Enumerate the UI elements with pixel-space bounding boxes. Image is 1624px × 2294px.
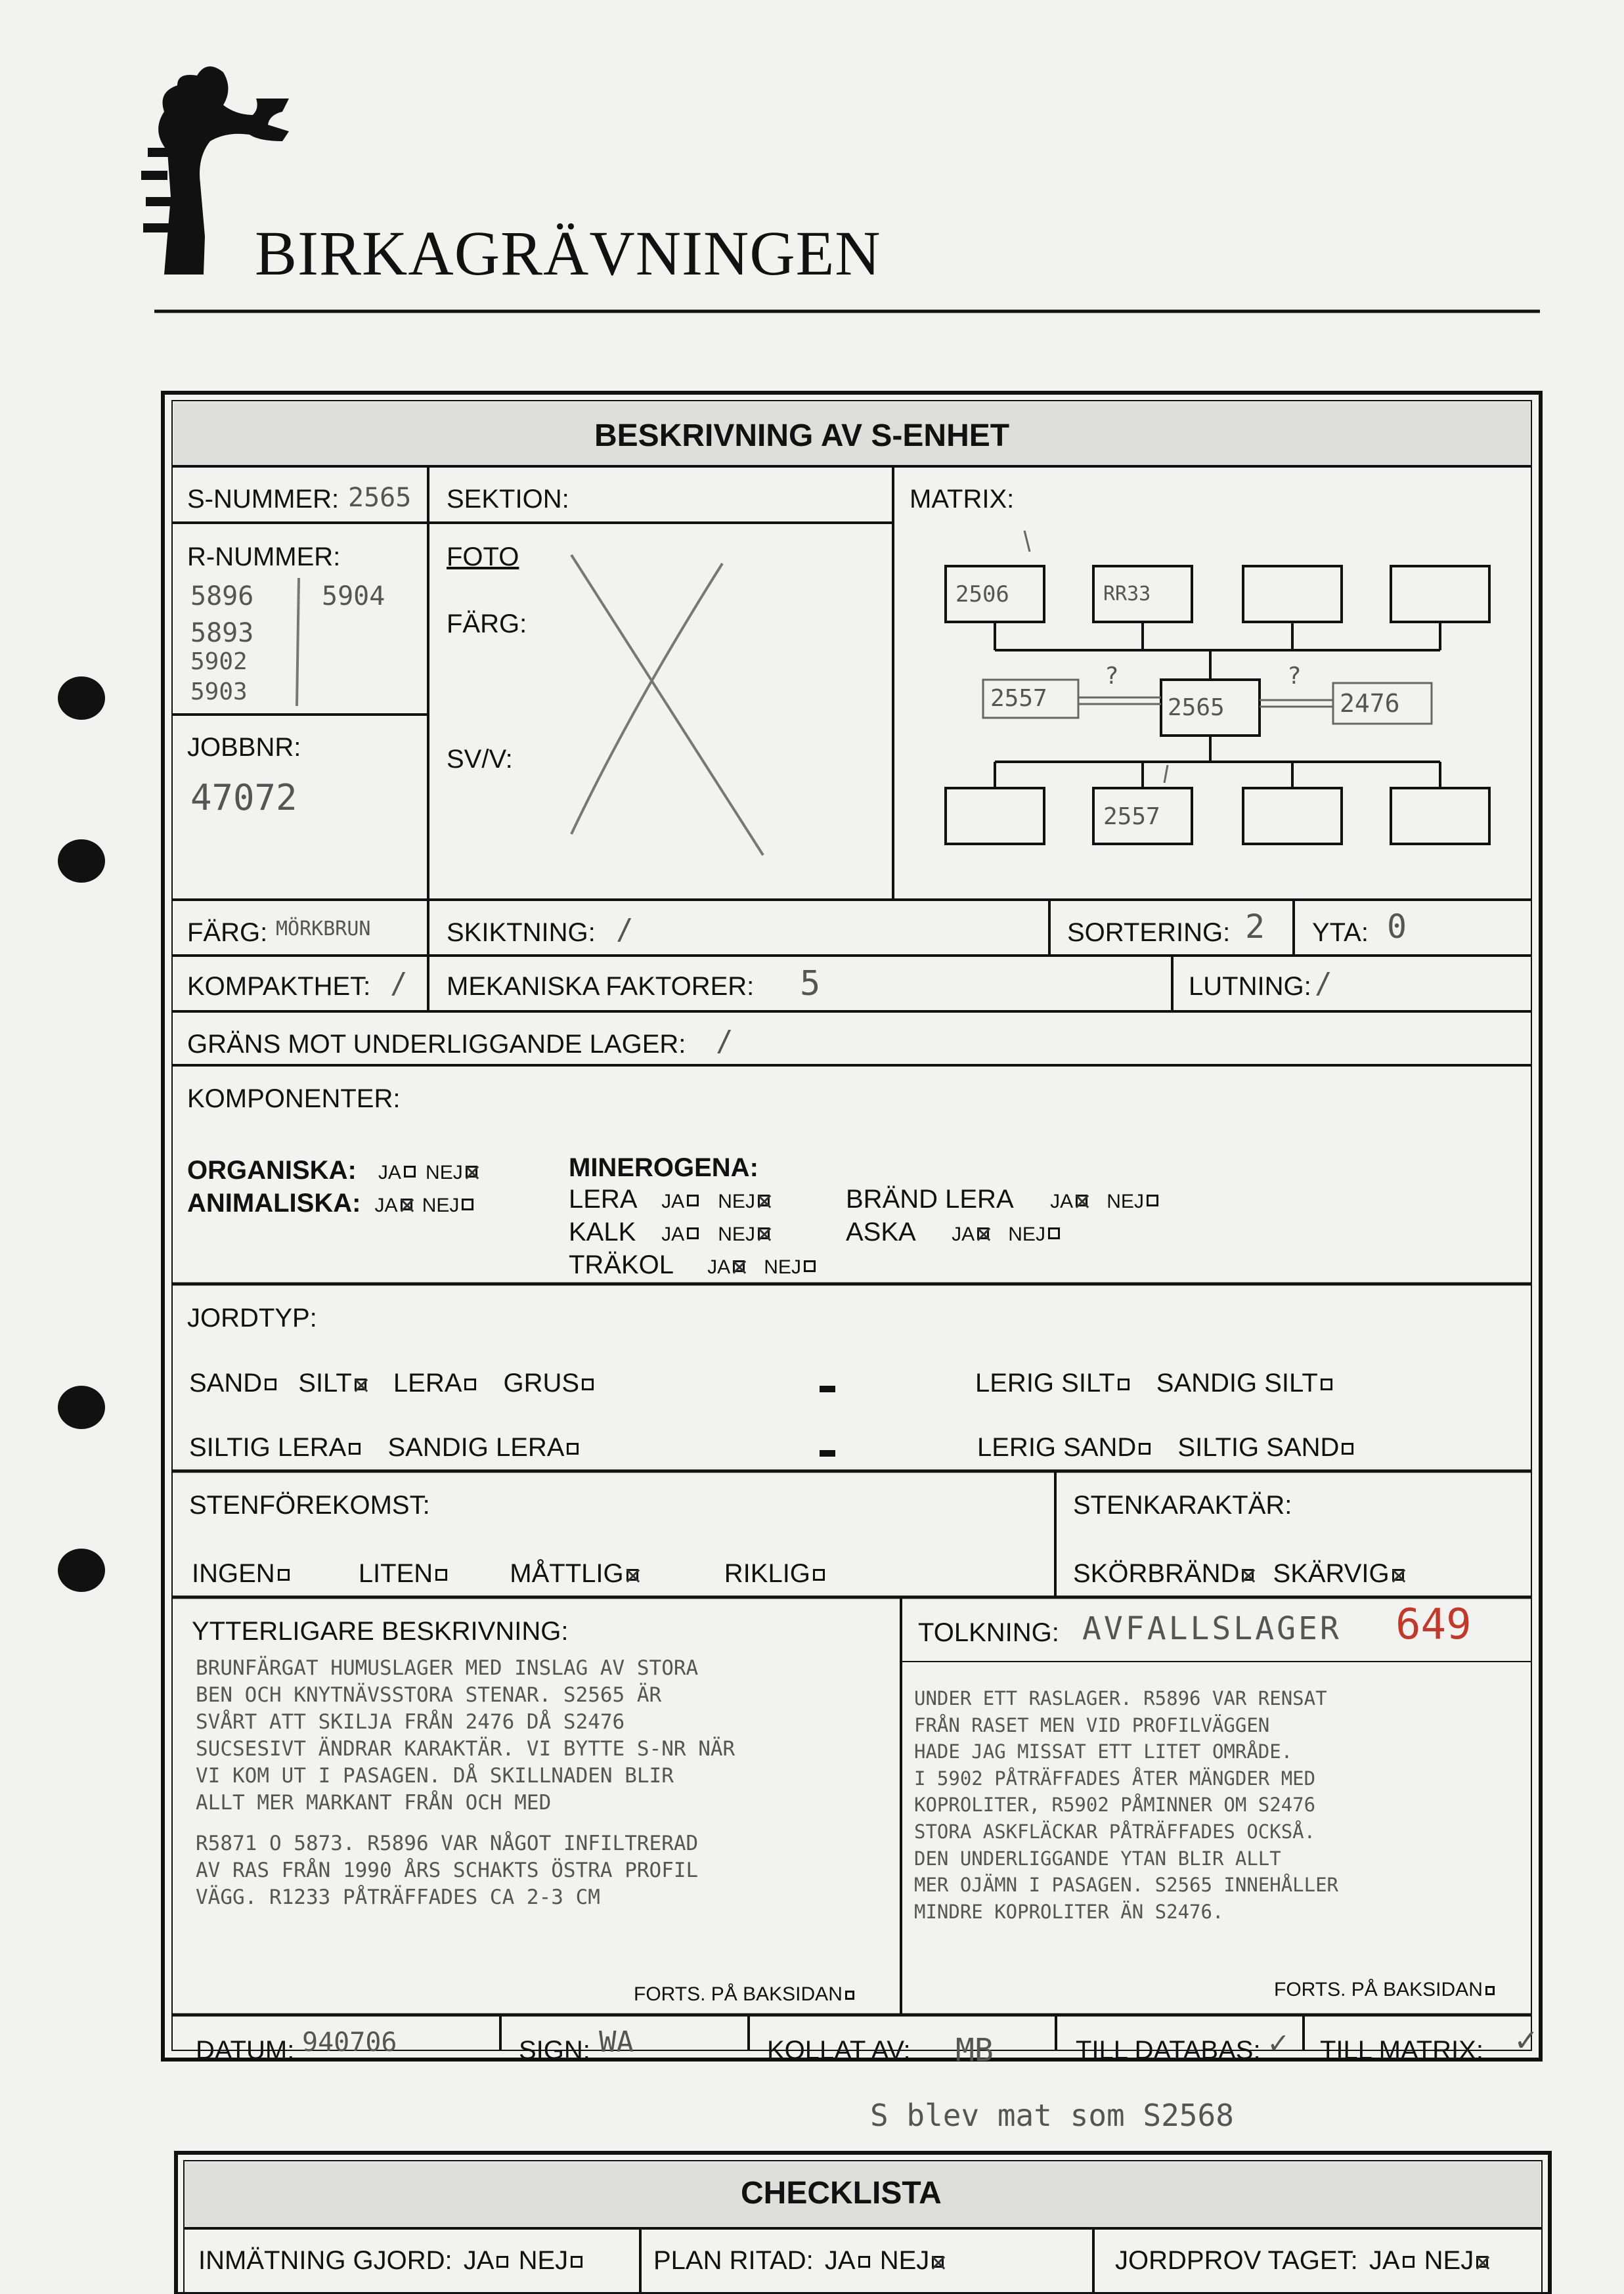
stenkaraktar-options: SKÖRBRÄND SKÄRVIG [1073,1560,1407,1587]
mekaniska-value[interactable]: 5 [800,964,821,1004]
plan-nej-checkbox[interactable] [932,2256,944,2268]
datum-value[interactable]: 940706 [302,2027,397,2058]
sandig-lera-checkbox[interactable] [567,1443,579,1455]
r-nummer-value[interactable]: 5902 [190,648,248,675]
sektion-label: SEKTION: [447,485,569,514]
forts-checkbox[interactable] [845,1991,854,2000]
grans-label: GRÄNS MOT UNDERLIGGANDE LAGER: [187,1030,686,1059]
animaliska-ja-checkbox[interactable] [401,1199,412,1210]
org-title: BIRKAGRÄVNINGEN [255,218,881,288]
matrix-box-middle-center: 2565 [1168,694,1225,721]
s-nummer-value[interactable]: 2565 [348,483,412,513]
stenforekomst-options: INGEN LITEN MÅTTLIG RIKLIG [192,1560,827,1587]
tolkning-forts: FORTS. PÅ BAKSIDAN [1274,1980,1497,2000]
jordprov-ja-checkbox[interactable] [1403,2256,1415,2268]
inmatning-nej-checkbox[interactable] [571,2256,582,2268]
komponenter-label: KOMPONENTER: [187,1084,401,1113]
tolkning-label: TOLKNING: [918,1618,1059,1647]
r-nummer-label: R-NUMMER: [187,542,341,571]
siltig-sand-checkbox[interactable] [1342,1443,1353,1455]
r-nummer-value[interactable]: 5903 [190,678,248,705]
datum-label: DATUM: [196,2036,295,2065]
lerig-silt-checkbox[interactable] [1118,1379,1130,1390]
stenforekomst-label: STENFÖREKOMST: [189,1491,430,1520]
jordtyp-row-1-right: LERIG SILT SANDIG SILT [975,1370,1335,1396]
plan-row: PLAN RITAD: JA NEJ [653,2247,946,2274]
jordtyp-row-2-right: LERIG SAND SILTIG SAND [977,1434,1356,1461]
animaliska-label: ANIMALISKA: JA NEJ [187,1190,476,1216]
matrix-box-bottom-2: 2557 [1103,803,1160,830]
trakol-row: TRÄKOL JA NEJ [569,1252,818,1278]
plan-ja-checkbox[interactable] [858,2256,870,2268]
binder-hole-4 [58,1549,105,1592]
aska-ja-checkbox[interactable] [977,1227,989,1239]
silt-checkbox[interactable] [355,1379,366,1390]
foto-label: FOTO [447,542,519,571]
till-matrix-value[interactable]: ✓ [1516,2020,1537,2060]
matrix-box-middle-left: 2557 [990,685,1047,712]
kollat-value[interactable]: MB [955,2032,994,2069]
checklista-title: CHECKLISTA [741,2176,942,2211]
lerig-sand-checkbox[interactable] [1139,1443,1151,1455]
jordtyp-label: JORDTYP: [187,1304,317,1333]
till-matrix-label: TILL MATRIX: [1320,2036,1483,2065]
siltig-lera-checkbox[interactable] [349,1443,361,1455]
handwritten-note: S blev mat som S2568 [870,2098,1234,2133]
liten-checkbox[interactable] [435,1569,447,1581]
farg-top-label: FÄRG: [447,609,527,638]
skorbrand-checkbox[interactable] [1242,1569,1254,1581]
tolkning-number: 649 [1395,1600,1472,1649]
riklig-checkbox[interactable] [813,1569,825,1581]
organiska-nej-checkbox[interactable] [466,1166,477,1178]
kompakthet-label: KOMPAKTHET: [187,972,371,1001]
form-title: BESKRIVNING AV S-ENHET [594,418,1010,453]
jobbnr-label: JOBBNR: [187,733,301,762]
jordtyp-row-2: SILTIG LERA SANDIG LERA [189,1434,581,1461]
sandig-silt-checkbox[interactable] [1321,1379,1332,1390]
matrix-box-top-1: 2506 [955,581,1009,607]
jordprov-nej-checkbox[interactable] [1476,2256,1488,2268]
kalk-row: KALK JA NEJ [569,1219,772,1245]
matrix-box-top-2: RR33 [1103,583,1151,606]
grus-checkbox[interactable] [582,1379,594,1390]
lutning-label: LUTNING: [1189,972,1311,1001]
sign-label: SIGN: [519,2036,590,2065]
skiktning-label: SKIKTNING: [447,918,596,947]
svv-label: SV/V: [447,745,513,774]
farg-value[interactable]: MÖRKBRUN [276,917,371,940]
till-databas-value[interactable]: ✓ [1269,2024,1288,2061]
kalk-nej-checkbox[interactable] [758,1227,770,1239]
lera-ja-checkbox[interactable] [687,1195,699,1206]
mekaniska-label: MEKANISKA FAKTORER: [447,972,755,1001]
kollat-label: KOLLAT AV: [767,2036,911,2065]
binder-hole-2 [58,839,105,883]
inmatning-ja-checkbox[interactable] [496,2256,508,2268]
stenkaraktar-label: STENKARAKTÄR: [1073,1491,1292,1520]
tolkning-value[interactable]: AVFALLSLAGER [1082,1610,1342,1647]
minerogena-label: MINEROGENA: [569,1153,758,1182]
sortering-label: SORTERING: [1067,918,1231,947]
jordprov-row: JORDPROV TAGET: JA NEJ [1115,2247,1491,2274]
trakol-ja-checkbox[interactable] [733,1260,745,1272]
kompakthet-value[interactable]: / [390,967,408,1000]
r-nummer-value[interactable]: 5904 [322,581,385,611]
tolkning-text[interactable]: UNDER ETT RASLAGER. R5896 VAR RENSAT FRÅN RASET MEN VID PROFILVÄGGEN HADE JAG MISSAT ETT LITET OMRÅDE. I 5902 PÅTRÄFFADES ÅTER MÄNGDER MED KOPROLITER, R5902 PÅMINNER OM S2476 STORA ASKFLÄCKAR PÅTRÄFFADES OCKSÅ. DEN UNDERLIGGANDE YTAN BLIR ALLT MER OJÄMN I PASAGEN. S2565 INNEHÅLLER MINDRE KOPROLITER ÄN S2476. [914,1687,1339,1923]
till-databas-label: TILL DATABAS: [1076,2036,1261,2065]
sand-checkbox[interactable] [265,1379,276,1390]
aska-nej-checkbox[interactable] [1048,1227,1060,1239]
r-nummer-value[interactable]: 5893 [190,618,254,648]
brand-lera-nej-checkbox[interactable] [1147,1195,1158,1206]
jobbnr-value[interactable]: 47072 [190,777,297,818]
lera-checkbox[interactable] [464,1379,476,1390]
lutning-value[interactable]: / [1315,967,1332,1000]
aska-row: ASKA JA NEJ [846,1219,1063,1245]
ytterligare-forts: FORTS. PÅ BAKSIDAN [634,1985,857,2004]
ytterligare-label: YTTERLIGARE BESKRIVNING: [192,1617,569,1646]
binder-hole-1 [58,676,105,720]
mattlig-checkbox[interactable] [626,1569,638,1581]
sortering-value[interactable]: 2 [1245,908,1265,946]
yta-label: YTA: [1312,918,1369,947]
farg-label: FÄRG: [187,918,268,947]
skiktning-value[interactable]: / [616,913,634,946]
matrix-label: MATRIX: [910,485,1015,514]
kalk-ja-checkbox[interactable] [687,1227,699,1239]
animaliska-nej-checkbox[interactable] [462,1199,473,1210]
inmatning-row: INMÄTNING GJORD: JA NEJ [198,2247,585,2274]
s-nummer-label: S-NUMMER: [187,485,340,514]
ingen-checkbox[interactable] [278,1569,290,1581]
matrix-box-middle-right: 2476 [1340,689,1400,718]
brand-lera-ja-checkbox[interactable] [1076,1195,1087,1206]
sign-value[interactable]: WA [599,2025,634,2059]
ytterligare-text[interactable]: BRUNFÄRGAT HUMUSLAGER MED INSLAG AV STORA BEN OCH KNYTNÄVSSTORA STENAR. S2565 ÄR SVÅRT ATT SKILJA FRÅN 2476 DÅ S2476 SUCSESIVT ÄNDRAR KARAKTÄR. VI BYTTE S-NR NÄR VI KOM UT I PASAGEN. DÅ SKILLNADEN BLIR ALLT MER MARKANT FRÅN OCH MED R5871 O 5873. R5896 VAR NÅGOT INFILTRERAD AV RAS FRÅN 1990 ÅRS SCHAKTS ÖSTRA PROFIL VÄGG. R1233 PÅTRÄFFADES CA 2-3 CM [196,1656,735,1910]
brand-lera-row: BRÄND LERA JA NEJ [846,1186,1161,1212]
grans-value[interactable]: / [716,1025,734,1058]
jordtyp-row-1: SAND SILT LERA GRUS [189,1370,596,1396]
matrix-question-mark: ? [1287,663,1302,690]
forts-checkbox[interactable] [1485,1986,1495,1995]
yta-value[interactable]: 0 [1387,908,1407,946]
organiska-label: ORGANISKA: JA NEJ [187,1157,480,1183]
lera-row: LERA JA NEJ [569,1186,772,1212]
matrix-question-mark: ? [1105,663,1119,690]
binder-hole-3 [58,1386,105,1429]
trakol-nej-checkbox[interactable] [804,1260,816,1272]
lera-nej-checkbox[interactable] [758,1195,770,1206]
r-nummer-value[interactable]: 5896 [190,581,254,611]
organiska-ja-checkbox[interactable] [404,1166,416,1178]
skarvig-checkbox[interactable] [1392,1569,1404,1581]
